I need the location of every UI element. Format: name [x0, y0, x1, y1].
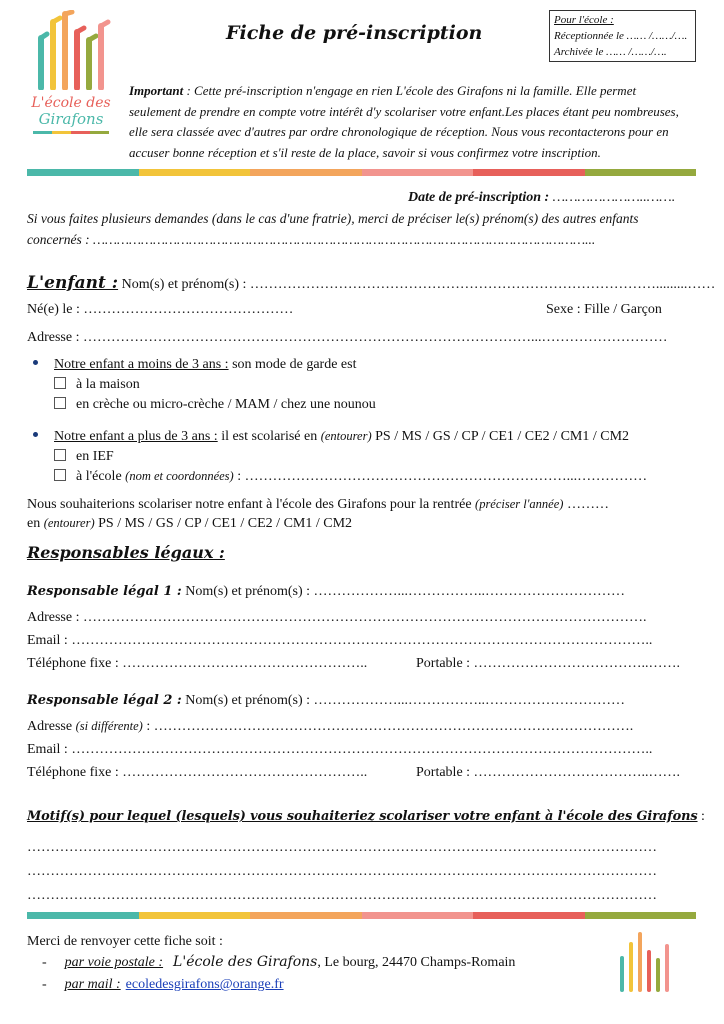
intro-line-3: elle sera classée avec d'autres par ordre chronologique de réception. Nous vous recontacterons pour en [129, 124, 669, 139]
guardian-2-mobile-field[interactable]: Portable : ………………………………..……. [416, 765, 681, 780]
guardian-2-label: Responsable légal 2 : [27, 693, 182, 708]
guardian-2-name-line [27, 693, 625, 709]
child-sex-field[interactable]: Sexe : Fille / Garçon [546, 302, 662, 317]
date-label: Date de pré-inscription : [408, 190, 550, 205]
stripe-segment [473, 169, 585, 176]
postal-line [42, 954, 515, 971]
bullet-icon [33, 360, 38, 365]
guardian-1-email-field[interactable]: Email : …………………………………………………………………………………………………………….. [27, 633, 653, 648]
guardian-2-name-field[interactable]: Nom(s) et prénom(s) : ………………...……………..………………………… [181, 693, 626, 708]
dash-icon: - [42, 977, 47, 992]
logo-text-1: L'école des [31, 95, 111, 111]
school-use-box [549, 10, 696, 62]
child-heading: L'enfant : [27, 273, 119, 293]
guardian-1-address-field[interactable]: Adresse : …………………………………………………………………………………………………………. [27, 610, 647, 625]
motive-field-1[interactable]: ……………………………………………………………………………………………………………………… [27, 840, 657, 855]
guardian-1-mobile-field[interactable]: Portable : ………………………………..……. [416, 656, 681, 671]
checkbox-icon[interactable] [54, 397, 66, 409]
guardians-heading: Responsables légaux : [27, 543, 225, 562]
mail-label: par mail : [64, 977, 121, 992]
date-line [408, 190, 675, 206]
stripe-segment [473, 912, 585, 919]
stripe-segment [250, 169, 362, 176]
motive-field-3[interactable]: ……………………………………………………………………………………………………………………… [27, 888, 657, 903]
under-3-option-home[interactable]: à la maison [54, 377, 140, 393]
guardian-2-address-line: Adresse (si différente) : …………………………………………………………………………………………. [27, 719, 634, 734]
over-3-option-ief[interactable]: en IEF [54, 449, 114, 465]
intro-line-4: accuser bonne réception et s'il reste de la place, savoir si vous confirmez votre inscription. [129, 144, 601, 160]
stripe-segment [139, 912, 251, 919]
postal-name: L'école des Girafons [173, 954, 318, 970]
guardian-2-address-field[interactable]: : …………………………………………………………………………………………. [142, 719, 634, 734]
checkbox-icon[interactable] [54, 449, 66, 461]
date-field[interactable]: …………………..……. [549, 190, 676, 205]
wish-line-2: en (entourer) PS / MS / GS / CP / CE1 / CE2 / CM1 / CM2 [27, 516, 353, 531]
color-stripe-bottom [27, 912, 696, 919]
mail-link[interactable]: ecoledesgirafons@orange.fr [125, 977, 284, 992]
stripe-segment [139, 169, 251, 176]
intro-line-1: Important : Cette pré-inscription n'engage en rien L'école des Girafons ni la famille. Elle permet [129, 83, 637, 98]
school-box-label: Pour l'école : [554, 14, 614, 26]
stripe-segment [585, 912, 697, 919]
received-date: Réceptionnée le …… /……/…. [554, 30, 688, 42]
under-3-label: Notre enfant a moins de 3 ans : [54, 357, 229, 372]
child-name-field[interactable]: Nom(s) et prénom(s) : …………………………………………………………………………….........…… [118, 277, 716, 292]
wish-levels[interactable]: PS / MS / GS / CP / CE1 / CE2 / CM1 / CM2 [94, 516, 353, 531]
guardian-2-phone-field[interactable]: Téléphone fixe : …………………………………………….. [27, 765, 368, 780]
checkbox-icon[interactable] [54, 377, 66, 389]
stripe-segment [27, 169, 139, 176]
over-3-option-school[interactable]: à l'école (nom et coordonnées) : ……………………………………………………………...…………… [54, 469, 647, 485]
archived-date: Archivée le …… /……/…. [554, 46, 667, 58]
guardian-1-phone-field[interactable]: Téléphone fixe : …………………………………………….. [27, 656, 368, 671]
giraffes-logo-icon [614, 928, 674, 992]
under-3-option-daycare[interactable]: en crèche ou micro-crèche / MAM / chez une nounou [54, 397, 376, 413]
over-3-levels[interactable]: PS / MS / GS / CP / CE1 / CE2 / CM1 / CM2 [371, 429, 630, 444]
stripe-segment [250, 912, 362, 919]
motive-heading-line: Motif(s) pour lequel (lesquels) vous souhaiteriez scolariser votre enfant à l'école des Girafons : [27, 809, 705, 824]
stripe-segment [27, 912, 139, 919]
school-logo-small [614, 928, 674, 992]
siblings-line-2[interactable]: concernés : ……………………………………………………………………………………………………………... [27, 232, 596, 247]
child-birth-field[interactable]: Né(e) le : ……………………………………… [27, 302, 294, 317]
logo-underline [33, 131, 109, 134]
motive-field-2[interactable]: ……………………………………………………………………………………………………………………… [27, 864, 657, 879]
bullet-icon [33, 432, 38, 437]
intro-line-2: seulement de prendre en compte votre intérêt d'y scolariser votre enfant.Les places étant peu nombreuses, [129, 103, 679, 119]
dash-icon: - [42, 955, 47, 970]
stripe-segment [362, 912, 474, 919]
guardian-2-email-field[interactable]: Email : …………………………………………………………………………………………………………….. [27, 742, 653, 757]
logo-text-2: Girafons [38, 110, 104, 128]
child-address-field[interactable]: Adresse : ……………………………………………………………………………………...……………………… [27, 330, 668, 345]
school-logo [27, 10, 115, 140]
child-name-line [27, 273, 715, 293]
postal-label: par voie postale : [64, 955, 164, 970]
wish-line-1: Nous souhaiterions scolariser notre enfant à l'école des Girafons pour la rentrée (préciser l'année) ……… [27, 497, 609, 512]
guardian-1-name-field[interactable]: Nom(s) et prénom(s) : ………………...……………..………………………… [181, 584, 626, 599]
postal-address: , Le bourg, 24470 Champs-Romain [317, 955, 516, 970]
color-stripe-top [27, 169, 696, 176]
over-3-label: Notre enfant a plus de 3 ans : [54, 429, 218, 444]
guardian-1-name-line [27, 584, 625, 600]
over-3-line: Notre enfant a plus de 3 ans : il est scolarisé en (entourer) PS / MS / GS / CP / CE1 / CE2 / CM1 / CM2 [33, 429, 629, 445]
motive-heading: Motif(s) pour lequel (lesquels) vous souhaiteriez scolariser votre enfant à l'école des Girafons [27, 809, 698, 824]
giraffes-logo-icon [27, 10, 115, 90]
stripe-segment [585, 169, 697, 176]
return-text: Merci de renvoyer cette fiche soit : [27, 934, 223, 949]
wish-year-field[interactable]: ……… [563, 497, 609, 512]
checkbox-icon[interactable] [54, 469, 66, 481]
intro-paragraph [129, 81, 679, 163]
mail-line [42, 977, 284, 993]
stripe-segment [362, 169, 474, 176]
under-3-line: Notre enfant a moins de 3 ans : son mode de garde est [33, 357, 356, 373]
important-label: Important [129, 83, 184, 98]
siblings-line-1: Si vous faites plusieurs demandes (dans le cas d'une fratrie), merci de préciser le(s) prénom(s) des autres enfants [27, 211, 639, 226]
page-title: Fiche de pré-inscription [226, 22, 483, 44]
guardian-1-label: Responsable légal 1 : [27, 584, 182, 599]
